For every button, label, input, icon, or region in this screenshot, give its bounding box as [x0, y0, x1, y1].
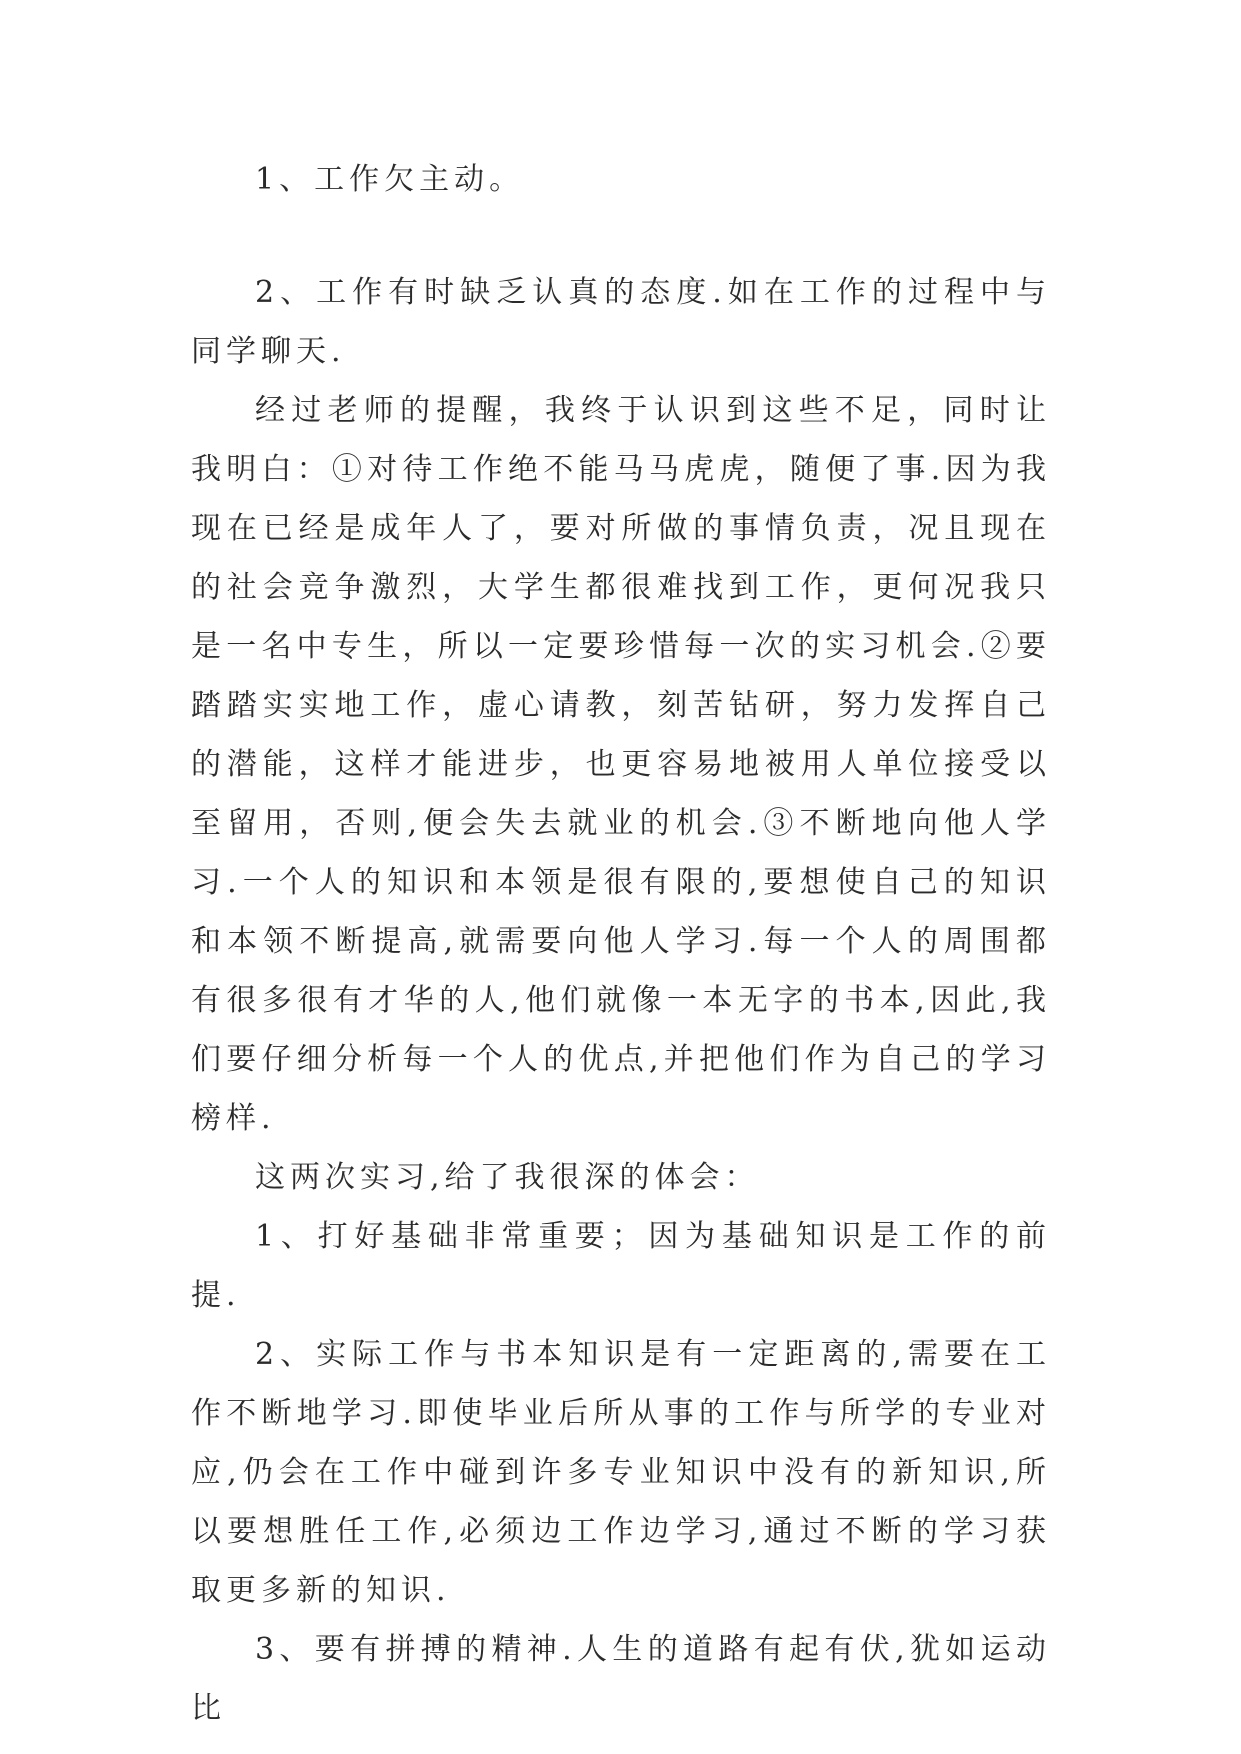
paragraph-experience-2: 2、实际工作与书本知识是有一定距离的,需要在工作不断地学习.即使毕业后所从事的工作与所学的专业对应,仍会在工作中碰到许多专业知识中没有的新知识,所以要想胜任工作,必须边工作边学习,通过不断的学习获取更多新的知识.: [191, 1337, 1051, 1608]
paragraph-experience-3: 3、要有拼搏的精神.人生的道路有起有伏,犹如运动比: [191, 1632, 1051, 1726]
document-body: [191, 150, 1051, 1738]
paragraph-experience-intro: 这两次实习,给了我很深的体会：: [255, 1160, 760, 1195]
paragraph-reflection: 经过老师的提醒，我终于认识到这些不足，同时让我明白：①对待工作绝不能马马虎虎，随便了事.因为我现在已经是成年人了，要对所做的事情负责，况且现在的社会竞争激烈，大学生都很难找到工作，更何况我只是一名中专生，所以一定要珍惜每一次的实习机会.②要踏踏实实地工作，虚心请教，刻苦钻研，努力发挥自己的潜能，这样才能进步，也更容易地被用人单位接受以至留用，否则,便会失去就业的机会.③不断地向他人学习.一个人的知识和本领是很有限的,要想使自己的知识和本领不断提高,就需要向他人学习.每一个人的周围都有很多很有才华的人,他们就像一本无字的书本,因此,我们要仔细分析每一个人的优点,并把他们作为自己的学习榜样.: [191, 393, 1051, 1136]
paragraph-experience-1: 1、打好基础非常重要；因为基础知识是工作的前提.: [191, 1219, 1051, 1313]
paragraph-item-1: 1、工作欠主动。: [255, 162, 525, 197]
paragraph-item-2: 2、工作有时缺乏认真的态度.如在工作的过程中与同学聊天.: [191, 275, 1051, 369]
